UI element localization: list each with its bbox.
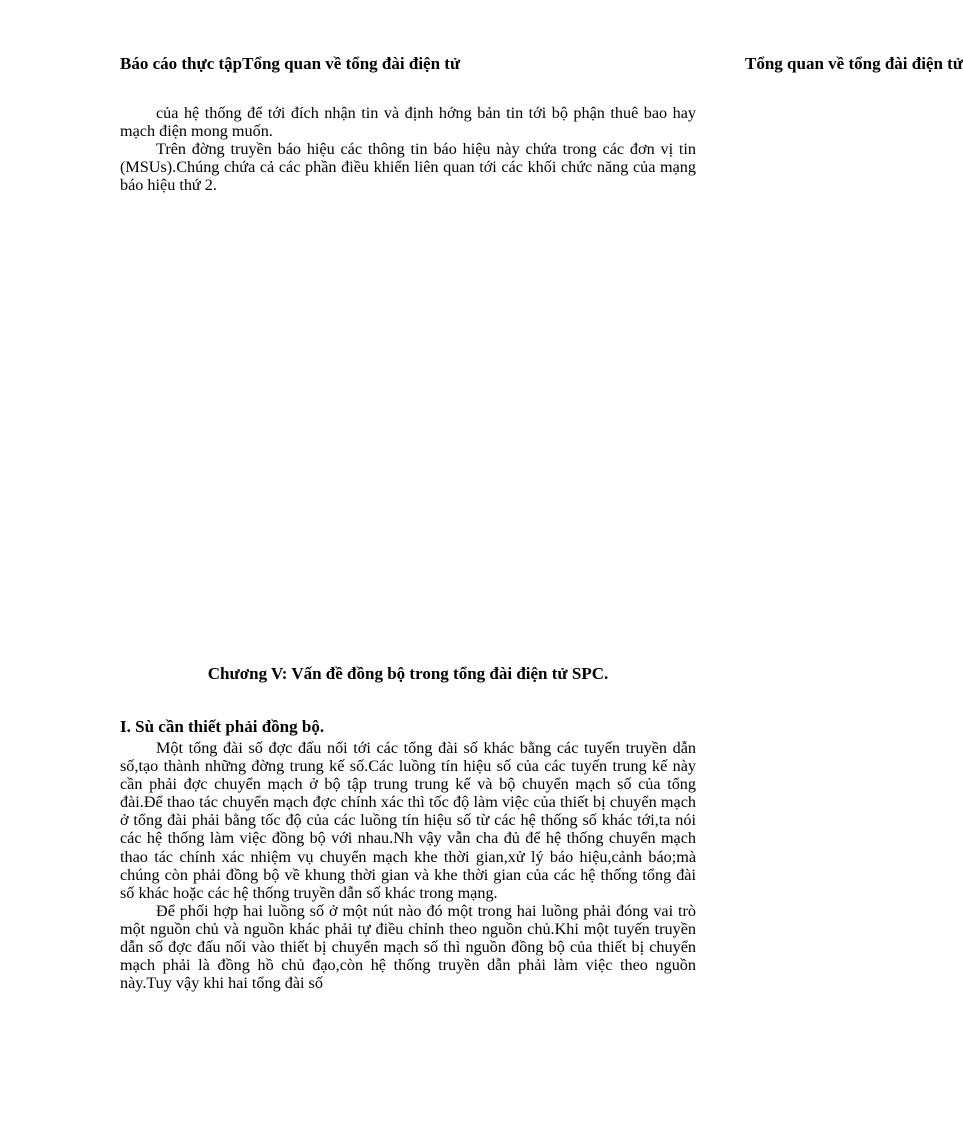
page-header-right: Tổng quan về tổng đài điện tử: [745, 54, 963, 73]
main-text-block: [120, 739, 696, 992]
section-title: I. Sù cần thiết phải đồng bộ.: [120, 717, 325, 736]
paragraph: của hệ thống để tới đích nhận tin và định hớng bản tin tới bộ phận thuê bao hay mạch điện mong muốn.: [120, 104, 696, 141]
top-text-block: [120, 104, 696, 194]
chapter-title: Chương V: Vấn đề đồng bộ trong tổng đài điện tử SPC.: [207, 664, 609, 683]
paragraph: Trên đờng truyền báo hiệu các thông tin báo hiệu này chứa trong các đơn vị tin (MSUs).Chúng chứa cả các phần điều khiển liên quan tới các khối chức năng của mạng báo hiệu thứ 2.: [120, 140, 696, 195]
paragraph: Một tổng đài số đợc đấu nối tới các tổng đài số khác bằng các tuyến truyền dẫn số,tạo thành những đờng trung kế số.Các luồng tín hiệu số của các tuyến trung kế này cần phải đợc chuyển mạch ở bộ tập trung trung kế và bộ chuyển mạch số của tổng đài.Để thao tác chuyển mạch đợc chính xác thì tốc độ làm việc của thiết bị chuyển mạch ở tổng đài phải bằng tốc độ của các luồng tín hiệu số từ các hệ thống số khác tới,ta nói các hệ thống làm việc đồng bộ với nhau.Nh vậy vẫn cha đủ để hệ thống chuyển mạch thao tác chính xác nhiệm vụ chuyển mạch khe thời gian,xử lý báo hiệu,cảnh báo;mà chúng còn phải đồng bộ về khung thời gian và khe thời gian của các hệ thống tổng đài số khác hoặc các hệ thống truyền dẫn số khác trong mạng.: [120, 739, 696, 902]
paragraph: Để phối hợp hai luồng số ở một nút nào đó một trong hai luồng phải đóng vai trò một nguồn chủ và nguồn khác phải tự điều chỉnh theo nguồn chủ.Khi một tuyến truyền dẫn số đợc đấu nối vào thiết bị chuyển mạch số thì nguồn đồng bộ của thiết bị chuyển mạch phải là đồng hồ chủ đạo,còn hệ thống truyền dẫn phải làm việc theo nguồn này.Tuy vậy khi hai tổng đài số: [120, 901, 696, 993]
page-header-title: Báo cáo thực tậpTổng quan về tổng đài điện tử: [120, 54, 461, 73]
